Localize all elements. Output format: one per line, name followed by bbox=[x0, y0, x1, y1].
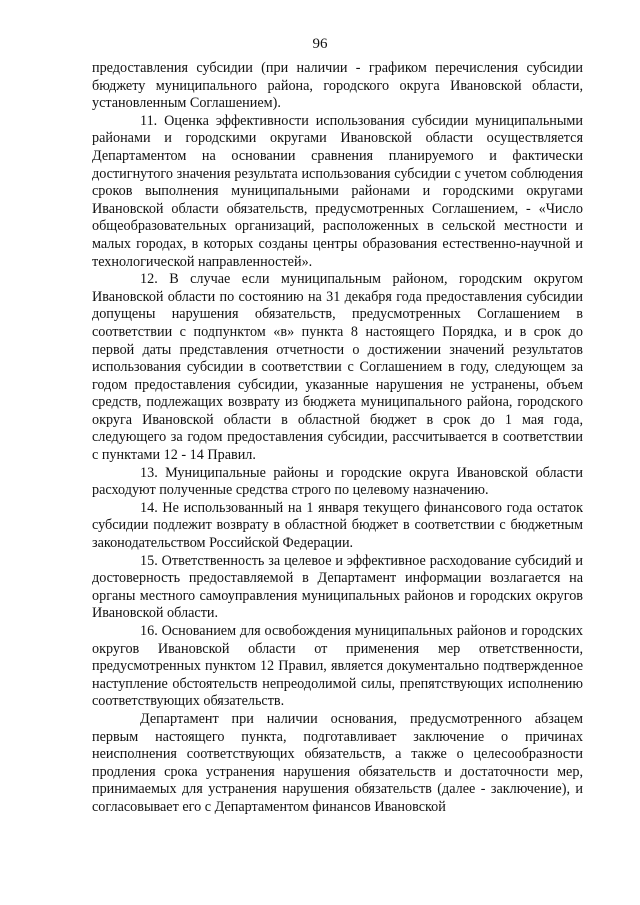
paragraph-11: 11. Оценка эффективности использования субсидии муниципальными районами и городскими округами Ивановской области осуществляется Департаментом на основании сравнения планируемого и фактически достигнутого значения результата использования субсидии с учетом соблюдения сроков выполнения муниципальными районами и городскими округами Ивановской области обязательств, предусмотренных Соглашением, - «Число общеобразовательных организаций, расположенных в сельской местности и малых городах, в которых созданы центры образования естественно-научной и технологической направленностей». bbox=[92, 112, 583, 270]
paragraph-14: 14. Не использованный на 1 января текущего финансового года остаток субсидии подлежит возврату в областной бюджет в соответствии с бюджетным законодательством Российской Федерации. bbox=[92, 499, 583, 552]
paragraph-16-second: Департамент при наличии основания, предусмотренного абзацем первым настоящего пункта, подготавливает заключение о причинах неисполнения соответствующих обязательств, а также о целесообразности продления срока устранения нарушения обязательств и достаточности мер, принимаемых для устранения нарушения обязательств (далее - заключение), и согласовывает его с Департаментом финансов Ивановской bbox=[92, 710, 583, 815]
paragraph-12: 12. В случае если муниципальным районом, городским округом Ивановской области по состоянию на 31 декабря года предоставления субсидии допущены нарушения обязательств, предусмотренных Соглашением в соответствии с подпунктом «в» пункта 8 настоящего Порядка, и в срок до первой даты представления отчетности о достижении значений результатов использования субсидии в соответствии с Соглашением в году, следующем за годом предоставления субсидии, указанные нарушения не устранены, объем средств, подлежащих возврату из бюджета муниципального района, городского округа Ивановской области в областной бюджет в срок до 1 мая года, следующего за годом предоставления субсидии, рассчитывается в соответствии с пунктами 12 - 14 Правил. bbox=[92, 271, 583, 464]
paragraph-continuation: предоставления субсидии (при наличии - графиком перечисления субсидии бюджету муниципального района, городского округа Ивановской области, установленным Соглашением). bbox=[92, 60, 583, 112]
paragraph-15: 15. Ответственность за целевое и эффективное расходование субсидий и достоверность предоставляемой в Департамент информации возлагается на органы местного самоуправления муниципальных районов и городских округов Ивановской области. bbox=[92, 552, 583, 622]
paragraph-13: 13. Муниципальные районы и городские округа Ивановской области расходуют полученные средства строго по целевому назначению. bbox=[92, 464, 583, 499]
paragraph-16: 16. Основанием для освобождения муниципальных районов и городских округов Ивановской области от применения мер ответственности, предусмотренных пунктом 12 Правил, является документально подтвержденное наступление обстоятельств непреодолимой силы, препятствующих исполнению соответствующих обязательств. bbox=[92, 623, 583, 710]
page-number: 96 bbox=[312, 36, 328, 52]
document-body bbox=[92, 60, 583, 817]
